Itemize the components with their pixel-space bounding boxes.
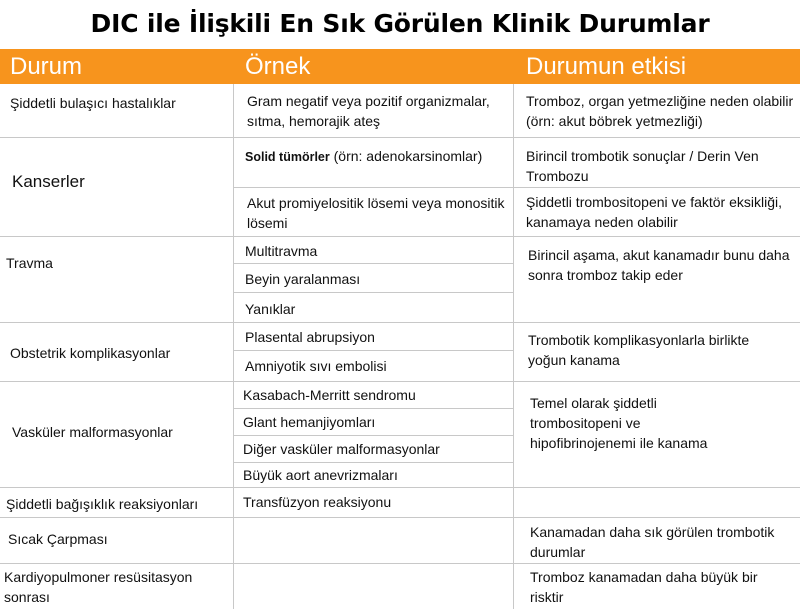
grid-line <box>0 517 800 518</box>
ornek-cell: Transfüzyon reaksiyonu <box>243 494 392 510</box>
durum-cell: Şiddetli bulaşıcı hastalıklar <box>10 95 176 111</box>
durum-cell: Travma <box>6 255 53 271</box>
header-etki: Durumun etkisi <box>526 53 687 80</box>
etki-cell: Birincil aşama, akut kanamadır bunu daha sonra tromboz takip eder <box>528 247 790 283</box>
ornek-cell: Multitravma <box>245 243 318 259</box>
grid-line <box>233 462 513 463</box>
grid-line <box>0 487 800 488</box>
etki-cell: Temel olarak şiddetli trombositopeni ve hipofibrinojenemi ile kanama <box>530 395 708 451</box>
grid-line <box>0 137 800 138</box>
grid-line <box>513 84 514 609</box>
durum-cell: Kardiyopulmoner resüsitasyon sonrası <box>4 569 193 605</box>
ornek-cell: Glant hemanjiyomları <box>243 414 376 430</box>
durum-cell: Obstetrik komplikasyonlar <box>10 345 171 361</box>
grid-line <box>233 350 513 351</box>
ornek-cell <box>245 146 511 167</box>
etki-cell: Tromboz, organ yetmezliğine neden olabilir (örn: akut böbrek yetmezliği) <box>526 93 794 129</box>
ornek-cell: Büyük aort anevrizmaları <box>243 467 398 483</box>
durum-cell: Kanserler <box>12 172 85 191</box>
header-durum: Durum <box>10 53 83 80</box>
page-title: DIC ile İlişkili En Sık Görülen Klinik Durumlar <box>90 9 710 38</box>
durum-cell: Şiddetli bağışıklık reaksiyonları <box>6 496 199 512</box>
ornek-cell: Yanıklar <box>245 301 296 317</box>
grid-line <box>233 435 513 436</box>
grid-line <box>0 236 800 237</box>
grid-line <box>0 322 800 323</box>
ornek-cell: Kasabach-Merritt sendromu <box>243 387 416 403</box>
etki-cell: Şiddetli trombositopeni ve faktör eksikliği, kanamaya neden olabilir <box>526 194 783 230</box>
grid-line <box>233 292 513 293</box>
grid-line <box>233 187 800 188</box>
ornek-rest-text: (örn: adenokarsinomlar) <box>329 148 483 164</box>
ornek-bold-text: Solid tümörler <box>245 150 330 164</box>
grid-line <box>233 84 234 609</box>
etki-cell: Birincil trombotik sonuçlar / Derin Ven Trombozu <box>526 148 759 184</box>
ornek-cell: Diğer vasküler malformasyonlar <box>243 441 440 457</box>
ornek-cell: Plasental abrupsiyon <box>245 329 375 345</box>
etki-cell: Trombotik komplikasyonlarla birlikte yoğun kanama <box>528 332 750 368</box>
grid-line <box>233 263 513 264</box>
ornek-cell: Beyin yaralanması <box>245 271 361 287</box>
table-header <box>0 49 800 84</box>
durum-cell: Sıcak Çarpması <box>8 531 108 547</box>
grid-line <box>233 408 513 409</box>
header-ornek: Örnek <box>245 53 311 80</box>
etki-cell: Tromboz kanamadan daha büyük bir risktir <box>530 569 758 605</box>
ornek-cell: Amniyotik sıvı embolisi <box>245 358 387 374</box>
ornek-cell: Akut promiyelositik lösemi veya monositik lösemi <box>247 195 505 231</box>
grid-line <box>0 563 800 564</box>
grid-line <box>0 381 800 382</box>
durum-cell: Vasküler malformasyonlar <box>12 424 173 440</box>
etki-cell: Kanamadan daha sık görülen trombotik durumlar <box>530 524 775 560</box>
ornek-cell: Gram negatif veya pozitif organizmalar, sıtma, hemorajik ateş <box>247 93 490 129</box>
